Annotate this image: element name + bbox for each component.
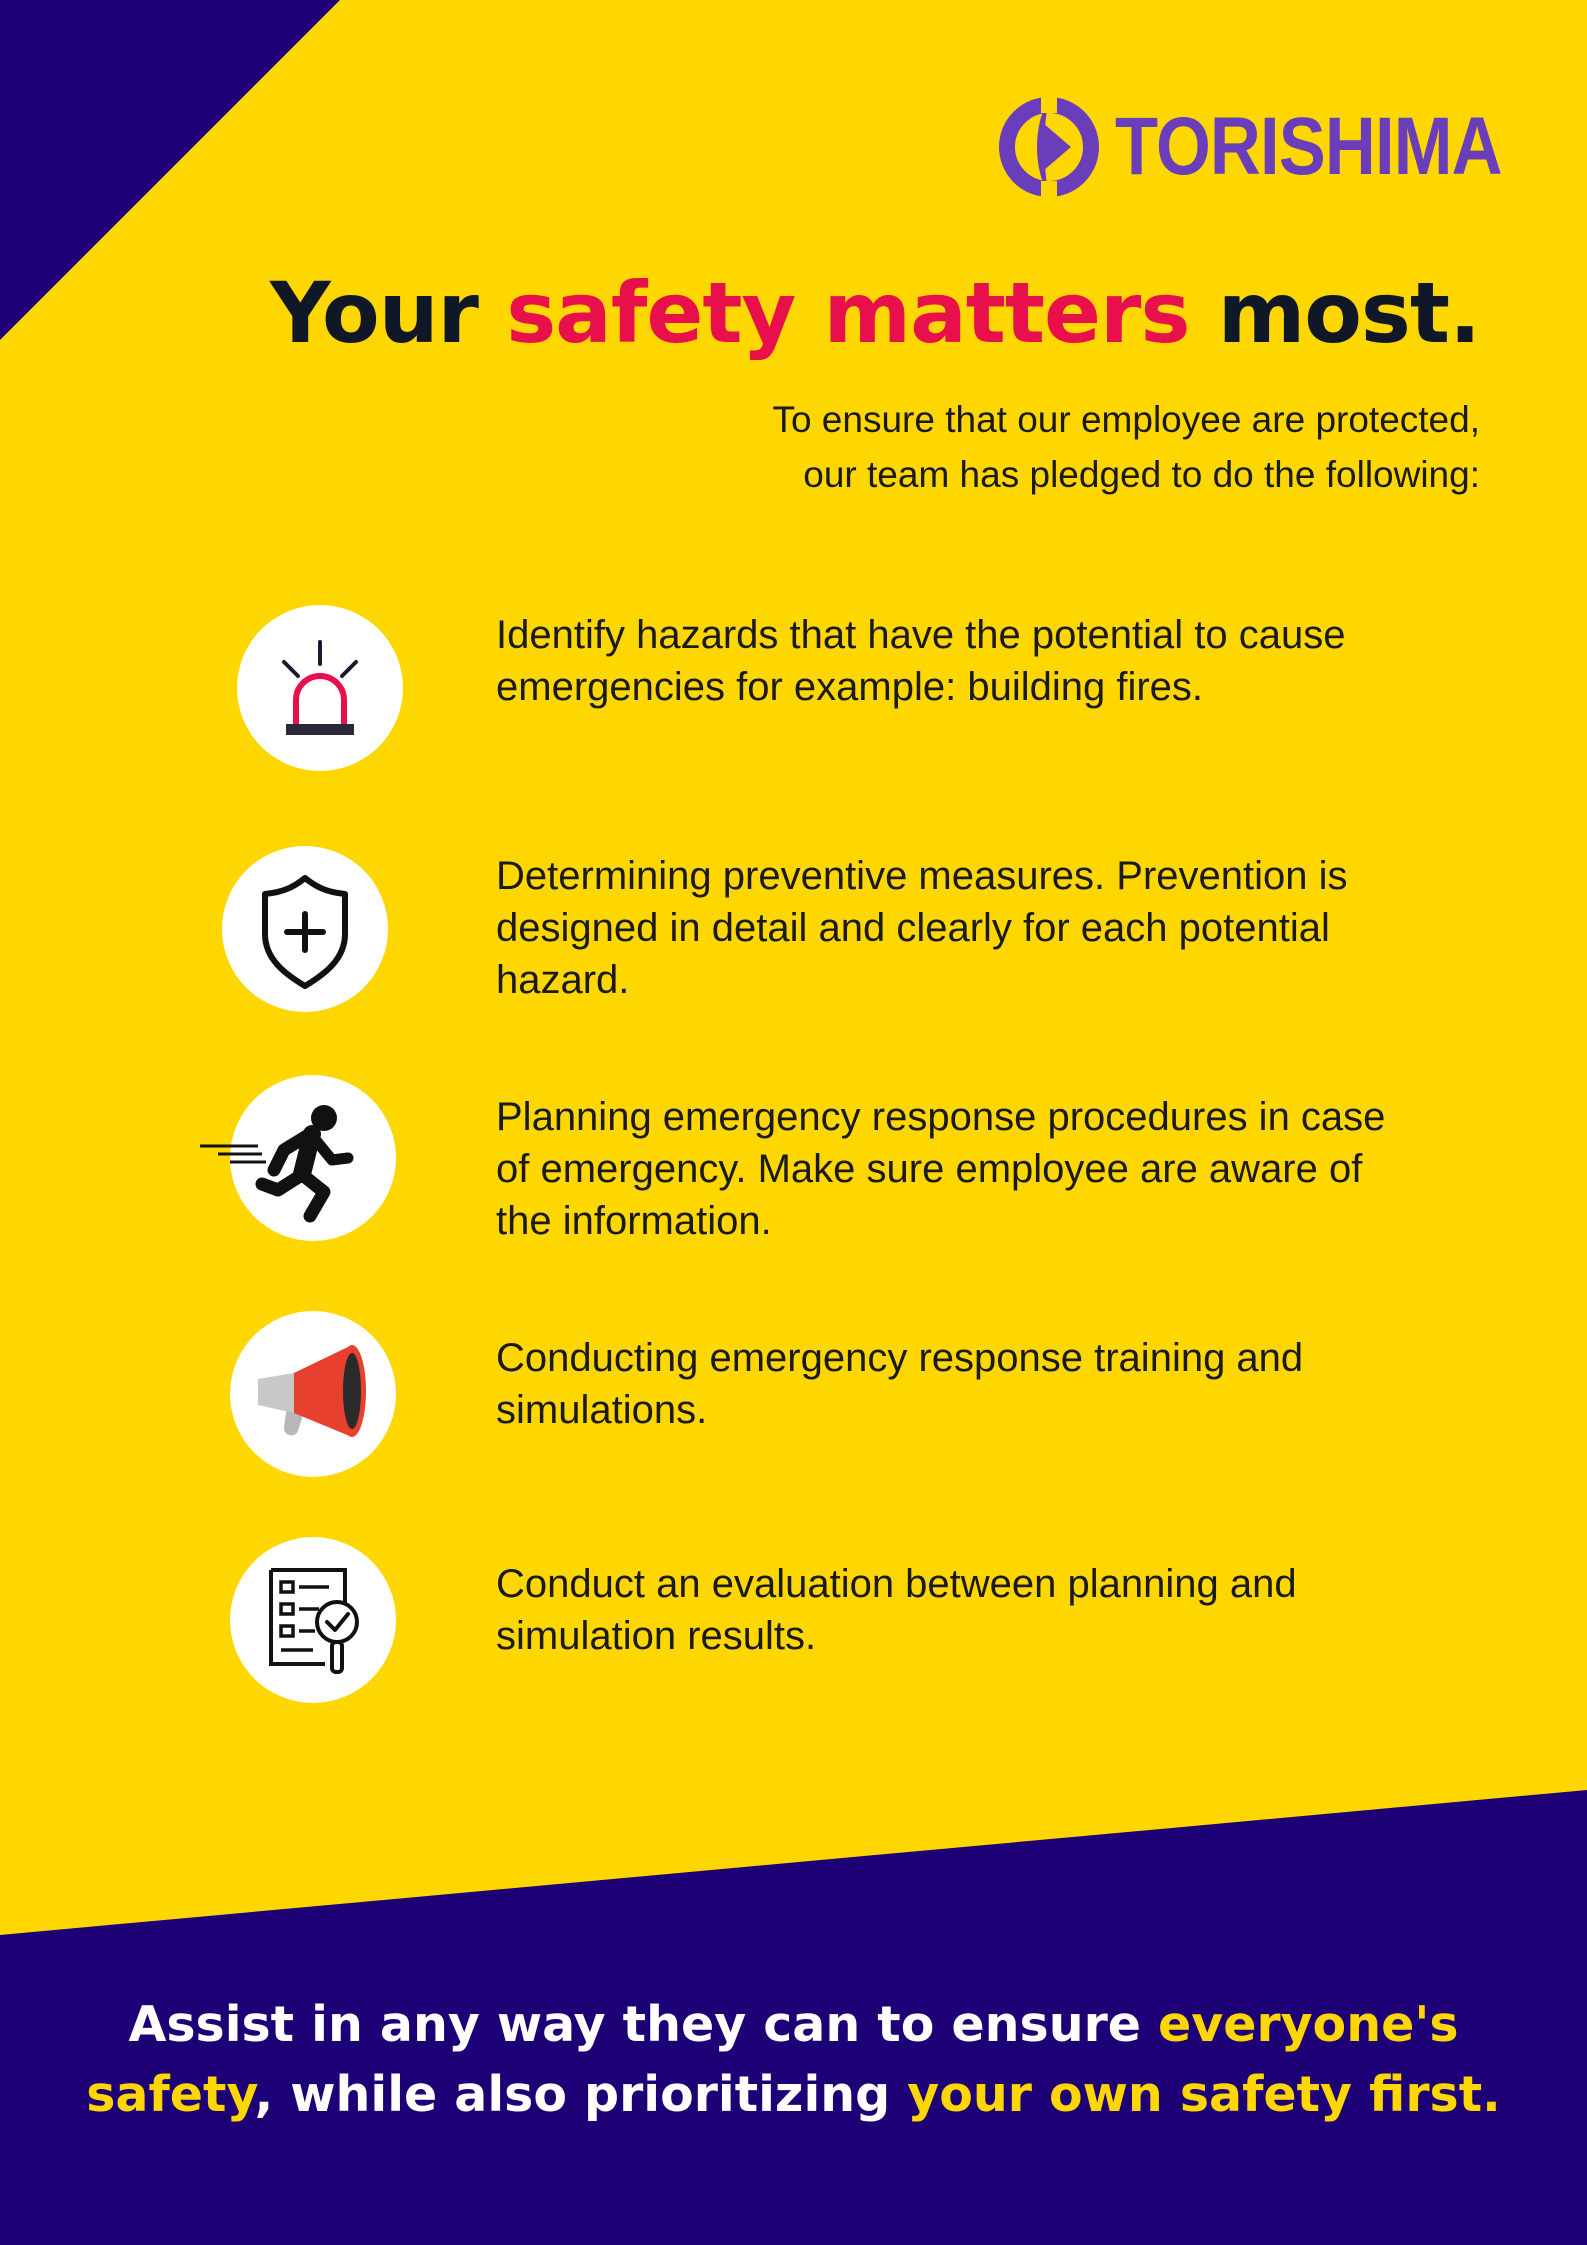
intro-line-2: our team has pledged to do the following: [803,454,1480,495]
list-item-text-2: Determining preventive measures. Prevention is designed in detail and clearly for each potential hazard. [496,854,1348,1002]
brand-logo [997,92,1503,202]
headline-part2: most. [1189,264,1480,362]
running-person-icon [230,1075,396,1241]
shield-plus-icon [222,846,388,1012]
page-title [270,258,1480,368]
intro-text [660,392,1480,502]
list-item-text-3: Planning emergency response procedures in case of emergency. Make sure employee are aware of the information. [496,1095,1386,1243]
headline-accent: safety matters [506,264,1190,362]
checklist-evaluation-icon [230,1537,396,1703]
closing-highlight-1: everyone's safety [86,1996,1459,2123]
brand-name: TORISHIMA [1115,101,1503,192]
closing-part2: , while also prioritizing [254,2066,908,2123]
list-item-text-5: Conduct an evaluation between planning and simulation results. [496,1562,1297,1658]
torishima-logo-icon [997,95,1101,199]
closing-highlight-2: your own safety first. [907,2066,1501,2123]
siren-alarm-icon [237,605,403,771]
intro-line-1: To ensure that our employee are protected, [772,399,1480,440]
closing-message [60,1990,1527,2130]
list-item-text-4: Conducting emergency response training and simulations. [496,1336,1304,1432]
list-item-text-1: Identify hazards that have the potential to cause emergencies for example: building fires. [496,613,1346,709]
closing-part1: Assist in any way they can to ensure [128,1996,1159,2053]
headline-part1: Your [269,264,507,362]
megaphone-icon [230,1311,396,1477]
